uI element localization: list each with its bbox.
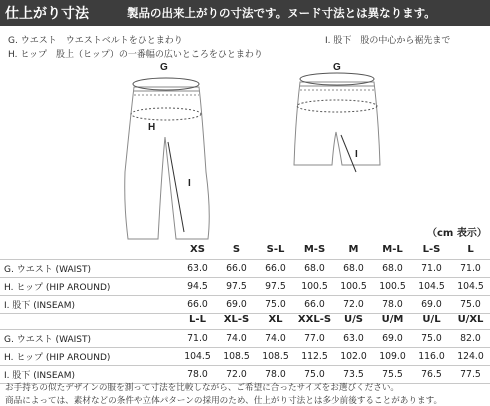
table-cell: 78.0 — [178, 365, 217, 383]
table-cell: 100.5 — [295, 277, 334, 295]
table-cell: 68.0 — [295, 259, 334, 277]
table-cell: 68.0 — [373, 259, 412, 277]
table-cell: 74.0 — [217, 329, 256, 347]
size-column-header: XL-S — [223, 314, 250, 326]
short-i-label: I — [355, 149, 358, 160]
row-label: G. ウエスト (WAIST) — [0, 329, 178, 347]
table-cell: 116.0 — [412, 347, 451, 365]
size-column-header: S-L — [266, 244, 285, 256]
header-bar — [0, 0, 490, 26]
page-subtitle: 製品の出来上がりの寸法です。ヌード寸法とは異なります。 — [127, 6, 436, 20]
table-cell: 71.0 — [412, 259, 451, 277]
table-cell: 77.0 — [295, 329, 334, 347]
table-cell: 75.0 — [295, 365, 334, 383]
size-table-1 — [0, 241, 490, 314]
table-cell: 69.0 — [373, 329, 412, 347]
size-column-header: U/M — [381, 314, 404, 326]
table-cell: 69.0 — [217, 295, 256, 313]
row-label: I. 股下 (INSEAM) — [0, 295, 178, 313]
size-column-header: XL — [268, 314, 283, 326]
table-cell: 63.0 — [334, 329, 373, 347]
table-cell: 69.0 — [412, 295, 451, 313]
table-cell: 72.0 — [334, 295, 373, 313]
table-cell: 75.0 — [412, 329, 451, 347]
table-cell: 66.0 — [256, 259, 295, 277]
table-cell: 100.5 — [373, 277, 412, 295]
legend-hip: H. ヒップ 股上（ヒップ）の一番幅の広いところをひとまわり — [8, 50, 263, 60]
header-corner-cell — [0, 311, 178, 329]
table-cell: 75.5 — [373, 365, 412, 383]
short-pants-diagram — [288, 62, 388, 187]
table-cell: 100.5 — [334, 277, 373, 295]
long-i-label: I — [188, 178, 191, 189]
size-table-header-row — [0, 311, 490, 329]
table-row — [0, 347, 490, 365]
size-column-header: U/L — [422, 314, 441, 326]
short-g-label: G — [333, 62, 341, 73]
table-row — [0, 277, 490, 295]
table-cell: 112.5 — [295, 347, 334, 365]
long-h-label: H — [148, 122, 156, 133]
table-cell: 108.5 — [256, 347, 295, 365]
table-cell: 104.5 — [178, 347, 217, 365]
short-waist-measure-ellipse — [300, 73, 374, 85]
header-corner-cell — [0, 241, 178, 259]
size-column-header: S — [232, 244, 241, 256]
table-row — [0, 329, 490, 347]
table-cell: 75.0 — [256, 295, 295, 313]
row-label: G. ウエスト (WAIST) — [0, 259, 178, 277]
table-cell: 66.0 — [295, 295, 334, 313]
legend-waist: G. ウエスト ウエストベルトをひとまわり — [8, 36, 183, 46]
size-column-header: L-S — [422, 244, 441, 256]
table-cell: 75.0 — [451, 295, 490, 313]
table-cell: 66.0 — [178, 295, 217, 313]
long-g-label: G — [160, 62, 168, 73]
table-cell: 74.0 — [256, 329, 295, 347]
table-cell: 72.0 — [217, 365, 256, 383]
row-label: I. 股下 (INSEAM) — [0, 365, 178, 383]
table-cell: 63.0 — [178, 259, 217, 277]
size-table-header-row — [0, 241, 490, 259]
size-column-header: XXL-S — [297, 314, 332, 326]
size-column-header: M-L — [382, 244, 403, 256]
table-cell: 78.0 — [256, 365, 295, 383]
long-pants-diagram — [118, 62, 228, 252]
row-label: H. ヒップ (HIP AROUND) — [0, 277, 178, 295]
table-cell: 82.0 — [451, 329, 490, 347]
short-pants-outline — [294, 82, 380, 165]
short-inseam-measure-line — [341, 135, 356, 172]
table-cell: 66.0 — [217, 259, 256, 277]
table-cell: 102.0 — [334, 347, 373, 365]
size-column-header: L-L — [189, 314, 206, 326]
table-cell: 73.5 — [334, 365, 373, 383]
long-pants-outline — [125, 87, 210, 239]
size-column-header: U/XL — [457, 314, 484, 326]
table-cell: 104.5 — [451, 277, 490, 295]
waist-measure-ellipse — [133, 78, 199, 90]
row-label: H. ヒップ (HIP AROUND) — [0, 347, 178, 365]
table-cell: 68.0 — [334, 259, 373, 277]
table-cell: 97.5 — [217, 277, 256, 295]
legend-inseam: I. 股下 股の中心から裾先まで — [325, 36, 451, 46]
table-cell: 109.0 — [373, 347, 412, 365]
table-cell: 71.0 — [451, 259, 490, 277]
table-row — [0, 259, 490, 277]
size-column-header: M-S — [303, 244, 326, 256]
footnote-2: 商品によっては、素材などの条件や立体パターンの採用のため、仕上がり寸法とは多少前後することがあります。 — [5, 396, 443, 406]
table-cell: 104.5 — [412, 277, 451, 295]
table-cell: 124.0 — [451, 347, 490, 365]
size-column-header: L — [467, 244, 474, 256]
short-hip-measure-ellipse — [297, 100, 377, 112]
size-column-header: M — [348, 244, 359, 256]
footnote-1: お手持ちの似たデザインの服を測って寸法を比較しながら、ご希望に合ったサイズをお選びください。 — [5, 383, 400, 393]
size-column-header: XS — [190, 244, 205, 256]
table-cell: 77.5 — [451, 365, 490, 383]
page-title: 仕上がり寸法 — [5, 6, 89, 22]
table-cell: 108.5 — [217, 347, 256, 365]
size-column-header: U/S — [344, 314, 363, 326]
table-cell: 94.5 — [178, 277, 217, 295]
table-cell: 71.0 — [178, 329, 217, 347]
table-cell: 97.5 — [256, 277, 295, 295]
hip-measure-ellipse — [131, 108, 201, 120]
table-cell: 76.5 — [412, 365, 451, 383]
unit-note: （cm 表示） — [427, 228, 487, 239]
table-cell: 78.0 — [373, 295, 412, 313]
size-table-2 — [0, 311, 490, 384]
